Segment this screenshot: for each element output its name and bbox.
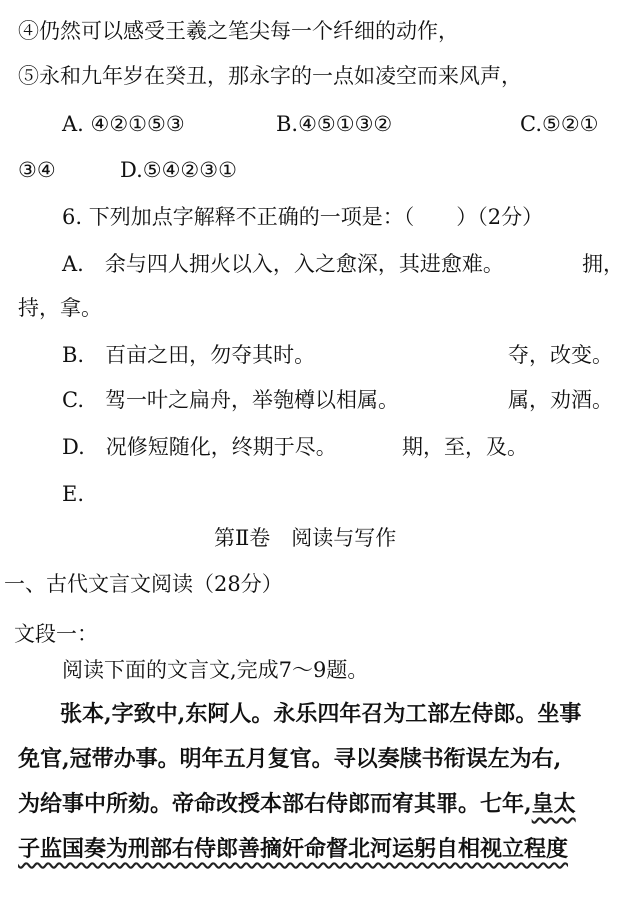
q6-option-d-gloss: 期，至，及。 — [402, 435, 528, 459]
q6-option-a-gloss: 拥， — [582, 252, 624, 276]
q5-choice-c: C.⑤②① — [520, 112, 599, 136]
passage-line-3 — [18, 790, 576, 818]
passage-line-1: 张本,字致中,东阿人。永乐四年召为工部左侍郎。坐事 — [60, 701, 582, 727]
part-one-heading: 一、古代文言文阅读（28分） — [4, 572, 283, 596]
passage-instruction: 阅读下面的文言文,完成7～9题。 — [62, 658, 369, 682]
q6-stem: 6. 下列加点字解释不正确的一项是：（ ）（2分） — [62, 205, 544, 229]
passage-label: 文段一： — [14, 622, 98, 646]
q5-choice-b: B.④⑤①③② — [276, 112, 393, 136]
q6-option-a: A. 余与四人拥火以入，入之愈深，其进愈难。 — [62, 252, 504, 276]
q6-option-e: E. — [62, 482, 85, 506]
q6-option-c: C. 驾一叶之扁舟，举匏樽以相属。 — [62, 388, 399, 412]
section-title: 第Ⅱ卷 阅读与写作 — [214, 526, 397, 550]
q6-option-d: D. 况修短随化，终期于尽。 — [62, 435, 337, 459]
q5-choice-d: D.⑤④②③① — [120, 158, 237, 182]
passage-line-3-text: 为给事中所劾。帝命改授本部右侍郎而宥其罪。七年, — [18, 791, 532, 817]
passage-line-4-underlined: 子监国奏为刑部右侍郎善摘奸命督北河运躬自相视立程度 — [18, 836, 569, 862]
q6-option-c-gloss: 属，劝酒。 — [508, 388, 613, 412]
q5-option-line-5: ⑤永和九年岁在癸丑，那永字的一点如凌空而来风声， — [18, 64, 522, 88]
q5-option-line-4: ④仍然可以感受王羲之笔尖每一个纤细的动作， — [18, 19, 459, 43]
q6-option-a-gloss-cont: 持，拿。 — [18, 296, 102, 320]
q6-option-b: B. 百亩之田，勿夺其时。 — [62, 343, 316, 367]
passage-line-3-underlined: 皇太 — [531, 791, 576, 817]
q5-choice-c-continued: ③④ — [18, 158, 56, 182]
passage-line-2: 免官,冠带办事。明年五月复官。寻以奏牍书衔误左为右, — [18, 746, 562, 772]
q6-option-b-gloss: 夺，改变。 — [508, 343, 613, 367]
q5-choice-a: A. ④②①⑤③ — [62, 112, 185, 136]
